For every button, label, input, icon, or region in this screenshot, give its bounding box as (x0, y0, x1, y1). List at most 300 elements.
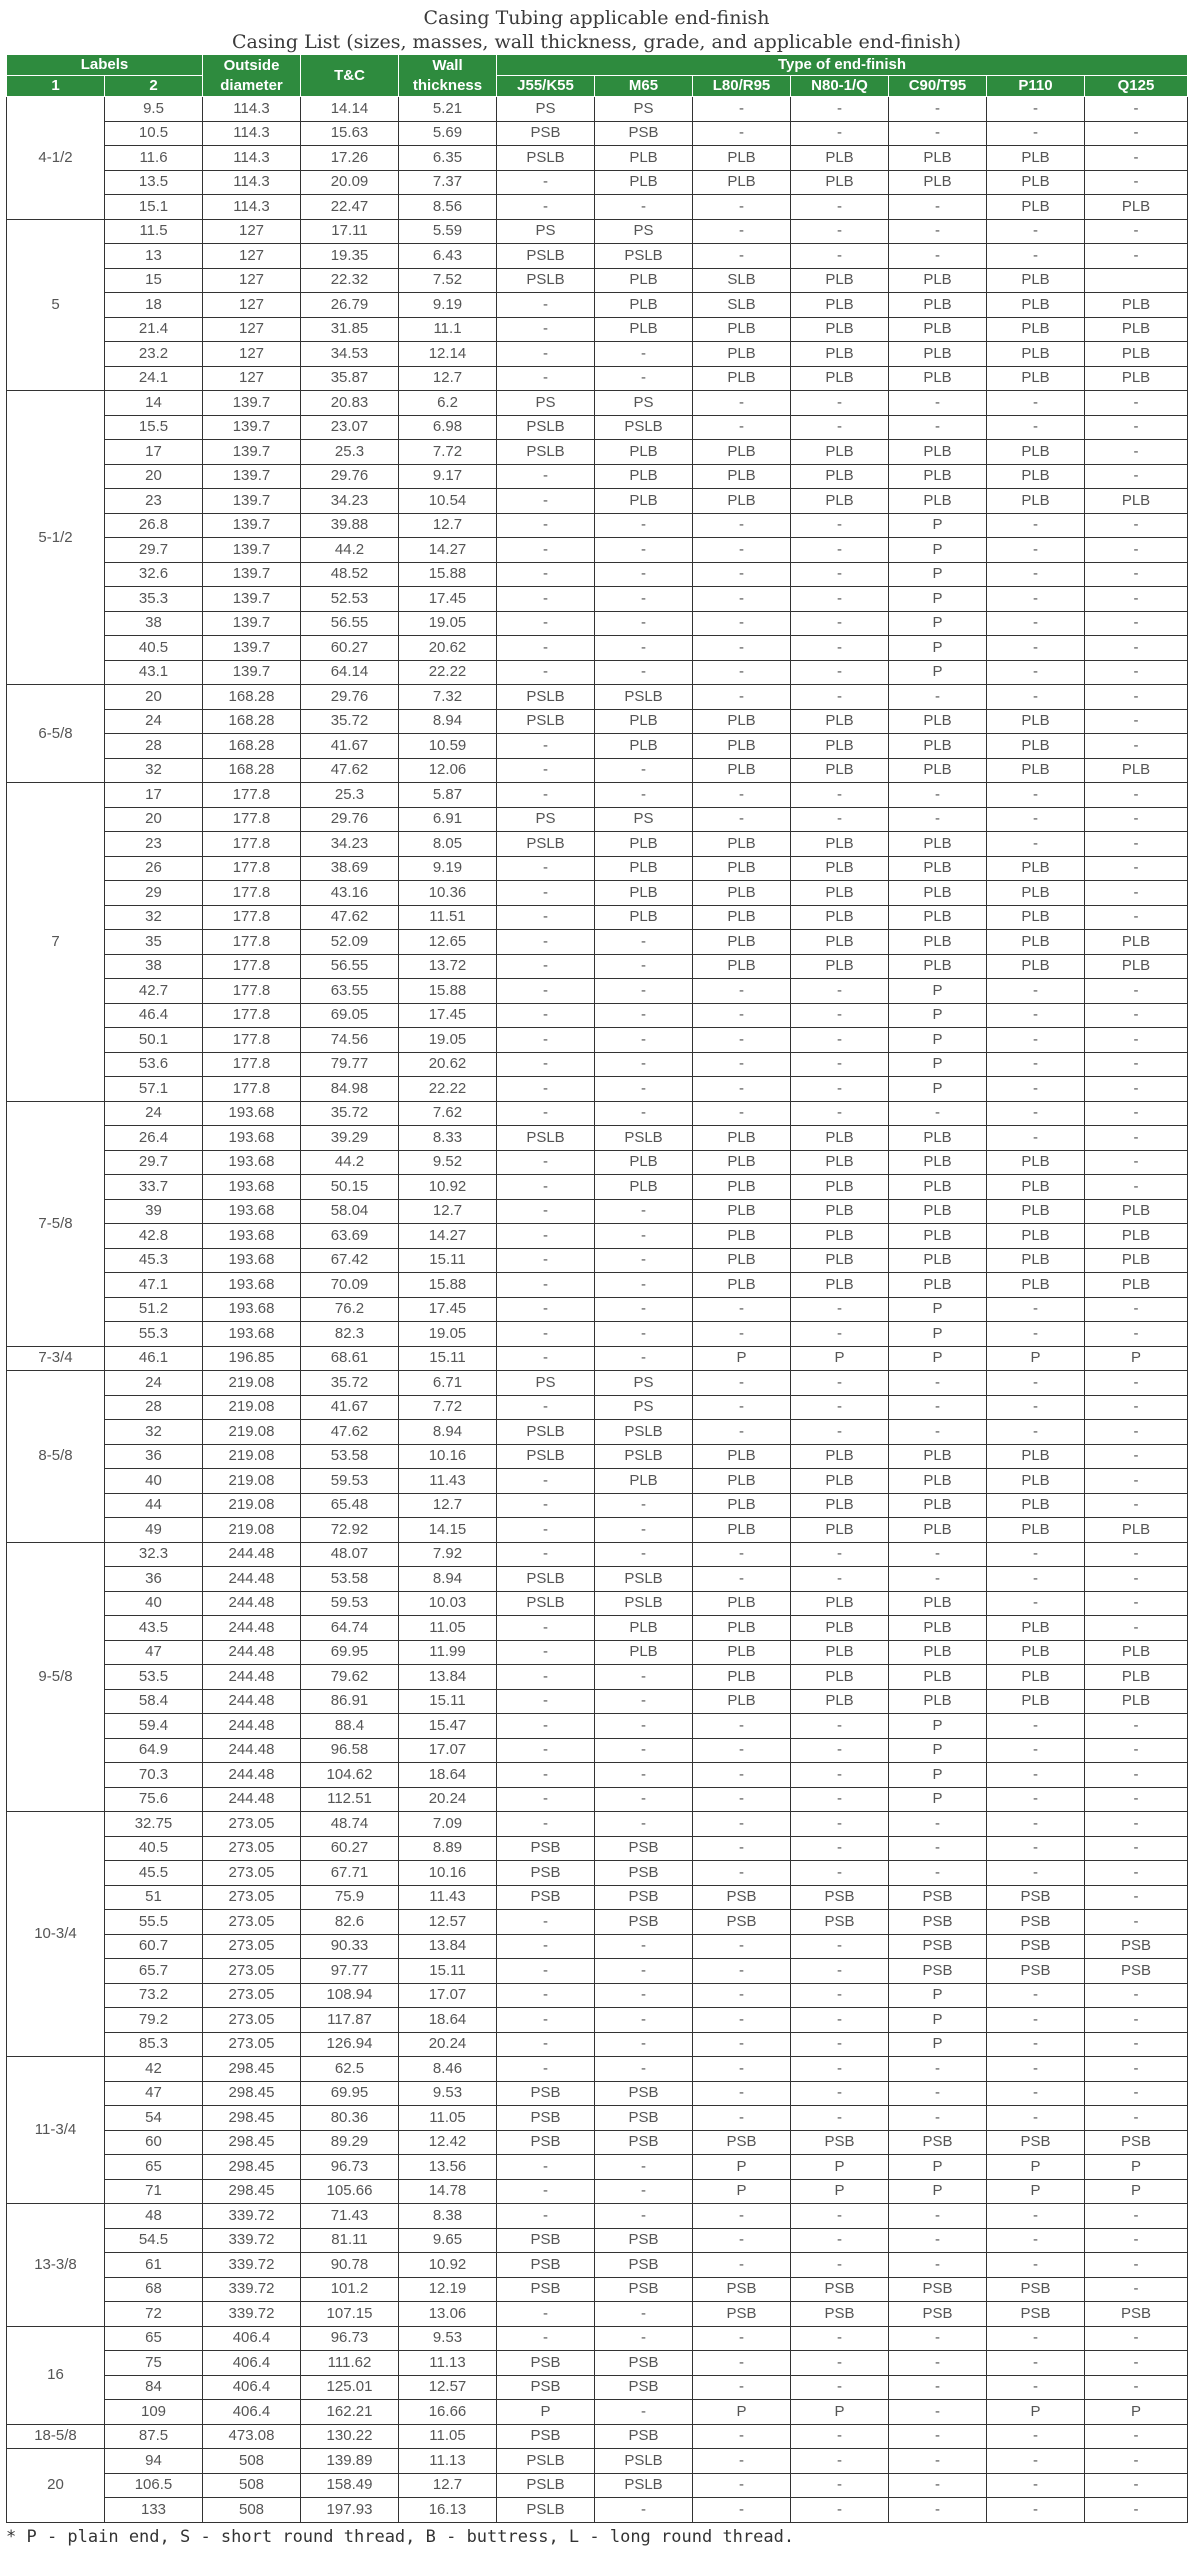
table-cell: 23 (105, 832, 203, 857)
table-cell: 273.05 (203, 1934, 301, 1959)
table-row (7, 1077, 1188, 1102)
header-tc: T&C (301, 55, 399, 97)
table-cell: 51 (105, 1885, 203, 1910)
table-cell: P (889, 2155, 987, 2180)
table-cell: - (595, 611, 693, 636)
table-cell: - (595, 660, 693, 685)
table-row (7, 905, 1188, 930)
table-cell: 96.73 (301, 2326, 399, 2351)
table-cell: - (1085, 440, 1188, 465)
header-type-of-end-finish: Type of end-finish (497, 55, 1188, 76)
table-cell: - (497, 1175, 595, 1200)
table-cell: 15.11 (399, 1248, 497, 1273)
table-cell: 38 (105, 611, 203, 636)
table-cell: - (987, 2498, 1085, 2523)
table-cell: 80.36 (301, 2106, 399, 2131)
table-cell: PSB (889, 1959, 987, 1984)
header-grade-n80-1-q: N80-1/Q (791, 76, 889, 97)
table-cell: 47.62 (301, 1420, 399, 1445)
table-cell: PSB (595, 2424, 693, 2449)
table-cell: 39 (105, 1199, 203, 1224)
table-cell: - (497, 1518, 595, 1543)
table-cell: PLB (791, 1273, 889, 1298)
table-cell: P (987, 2179, 1085, 2204)
table-cell: 244.48 (203, 1714, 301, 1739)
table-cell: PSLB (595, 1591, 693, 1616)
table-cell: - (693, 219, 791, 244)
table-cell: PSB (497, 1861, 595, 1886)
table-cell: - (1085, 1052, 1188, 1077)
table-row (7, 758, 1188, 783)
table-cell: 20.09 (301, 170, 399, 195)
table-cell: 177.8 (203, 832, 301, 857)
table-cell: 127 (203, 317, 301, 342)
table-cell: - (693, 2057, 791, 2082)
table-cell: 69.95 (301, 1640, 399, 1665)
table-cell: PLB (987, 1150, 1085, 1175)
table-cell: - (1085, 1493, 1188, 1518)
table-cell: - (1085, 2057, 1188, 2082)
table-cell: - (497, 1273, 595, 1298)
table-cell: 10.16 (399, 1861, 497, 1886)
table-cell: 15.11 (399, 1689, 497, 1714)
table-cell: - (693, 415, 791, 440)
table-cell: 48.52 (301, 562, 399, 587)
size-label: 11-3/4 (7, 2057, 105, 2204)
table-cell: 193.68 (203, 1126, 301, 1151)
table-cell: PLB (889, 930, 987, 955)
table-cell: 29.76 (301, 807, 399, 832)
table-cell: PLB (693, 1665, 791, 1690)
size-label: 8-5/8 (7, 1371, 105, 1543)
table-cell: PLB (987, 1469, 1085, 1494)
table-cell: - (889, 807, 987, 832)
table-cell: 17.26 (301, 146, 399, 171)
table-cell: 45.3 (105, 1248, 203, 1273)
table-cell: 12.7 (399, 1199, 497, 1224)
table-cell: - (1085, 783, 1188, 808)
table-cell: 64.74 (301, 1616, 399, 1641)
table-cell: PLB (889, 758, 987, 783)
table-cell: 139.7 (203, 538, 301, 563)
table-cell: - (987, 219, 1085, 244)
table-cell: - (1085, 1812, 1188, 1837)
table-cell: PLB (889, 1616, 987, 1641)
table-cell: - (1085, 391, 1188, 416)
table-cell: - (1085, 2008, 1188, 2033)
table-cell: - (595, 562, 693, 587)
table-cell: PLB (693, 1273, 791, 1298)
table-cell: - (595, 1787, 693, 1812)
header-grade-p110: P110 (987, 76, 1085, 97)
table-cell: - (987, 1077, 1085, 1102)
table-cell: - (693, 1567, 791, 1592)
table-cell: 44.2 (301, 538, 399, 563)
table-cell: PLB (693, 1248, 791, 1273)
table-cell: 44.2 (301, 1150, 399, 1175)
table-cell: - (889, 685, 987, 710)
table-cell: 8.05 (399, 832, 497, 857)
table-cell: PLB (987, 1665, 1085, 1690)
table-cell: 43.1 (105, 660, 203, 685)
table-cell: - (693, 2106, 791, 2131)
table-cell: P (693, 2155, 791, 2180)
table-cell: 28 (105, 1395, 203, 1420)
table-cell: - (595, 1297, 693, 1322)
table-cell: PLB (791, 709, 889, 734)
table-row (7, 1518, 1188, 1543)
table-cell: PLB (1085, 1689, 1188, 1714)
table-cell: P (889, 2179, 987, 2204)
table-cell: PSLB (497, 1420, 595, 1445)
table-cell: PSB (595, 2351, 693, 2376)
table-cell: - (1085, 2081, 1188, 2106)
table-cell: - (889, 1420, 987, 1445)
table-cell: 273.05 (203, 1959, 301, 1984)
table-cell: - (791, 1542, 889, 1567)
table-cell: 10.54 (399, 489, 497, 514)
table-cell: 65.7 (105, 1959, 203, 1984)
table-cell: 9.53 (399, 2326, 497, 2351)
table-cell: P (889, 1077, 987, 1102)
table-cell: 193.68 (203, 1273, 301, 1298)
table-cell: 7.92 (399, 1542, 497, 1567)
table-cell: 47 (105, 2081, 203, 2106)
table-row (7, 464, 1188, 489)
table-row (7, 1371, 1188, 1396)
table-cell: - (497, 1689, 595, 1714)
table-cell: - (1085, 244, 1188, 269)
table-cell: 177.8 (203, 930, 301, 955)
table-cell: PLB (889, 1518, 987, 1543)
table-cell: - (1085, 807, 1188, 832)
table-cell: 32.75 (105, 1812, 203, 1837)
table-cell: 81.11 (301, 2228, 399, 2253)
table-cell: PLB (987, 758, 1085, 783)
table-row (7, 2130, 1188, 2155)
casing-table (6, 54, 1188, 2523)
table-cell: 133 (105, 2498, 203, 2523)
table-cell: P (889, 1003, 987, 1028)
table-cell: PLB (987, 1518, 1085, 1543)
table-cell: - (987, 1812, 1085, 1837)
table-cell: 24 (105, 1101, 203, 1126)
table-cell: 42 (105, 2057, 203, 2082)
table-cell: 5.21 (399, 97, 497, 122)
table-cell: - (497, 1248, 595, 1273)
table-row (7, 1885, 1188, 1910)
table-cell: - (1085, 1910, 1188, 1935)
table-cell: PLB (889, 1224, 987, 1249)
table-cell: 60 (105, 2130, 203, 2155)
table-cell: 68.61 (301, 1346, 399, 1371)
table-cell: - (595, 2326, 693, 2351)
table-cell: PSB (595, 1910, 693, 1935)
table-cell: PLB (889, 1591, 987, 1616)
table-row (7, 954, 1188, 979)
table-cell: 15.88 (399, 1273, 497, 1298)
table-cell: PLB (987, 195, 1085, 220)
table-cell: 139.7 (203, 489, 301, 514)
table-cell: PLB (693, 440, 791, 465)
table-cell: P (889, 636, 987, 661)
table-cell: 10.92 (399, 1175, 497, 1200)
table-cell: 82.3 (301, 1322, 399, 1347)
table-row (7, 1812, 1188, 1837)
table-cell: - (889, 1812, 987, 1837)
table-cell: 11.99 (399, 1640, 497, 1665)
table-cell: 20 (105, 685, 203, 710)
table-cell: 139.89 (301, 2449, 399, 2474)
table-cell: - (987, 660, 1085, 685)
table-cell: 111.62 (301, 2351, 399, 2376)
table-cell: PLB (693, 342, 791, 367)
table-cell: - (693, 244, 791, 269)
table-cell: 53.58 (301, 1567, 399, 1592)
table-cell: - (595, 1003, 693, 1028)
table-cell: - (987, 1003, 1085, 1028)
table-row (7, 636, 1188, 661)
table-cell: PLB (595, 1640, 693, 1665)
table-cell: 7.72 (399, 440, 497, 465)
table-cell: P (889, 1738, 987, 1763)
table-cell: - (987, 513, 1085, 538)
table-cell: - (889, 121, 987, 146)
table-cell: 105.66 (301, 2179, 399, 2204)
table-cell: 244.48 (203, 1542, 301, 1567)
table-cell: PS (595, 219, 693, 244)
table-cell: PSLB (595, 1420, 693, 1445)
table-cell: - (987, 1787, 1085, 1812)
table-cell: - (497, 1665, 595, 1690)
table-cell: - (595, 979, 693, 1004)
table-cell: - (791, 2375, 889, 2400)
table-cell: - (987, 1591, 1085, 1616)
table-cell: - (693, 2008, 791, 2033)
table-cell: PLB (791, 440, 889, 465)
table-cell: PS (497, 219, 595, 244)
table-cell: - (791, 1003, 889, 1028)
table-cell: - (987, 121, 1085, 146)
table-cell: 139.7 (203, 440, 301, 465)
table-cell: - (595, 1028, 693, 1053)
table-cell: - (791, 660, 889, 685)
table-row (7, 1665, 1188, 1690)
table-cell: 139.7 (203, 611, 301, 636)
table-cell: 73.2 (105, 1983, 203, 2008)
table-cell: 117.87 (301, 2008, 399, 2033)
table-cell: PLB (889, 832, 987, 857)
table-cell: - (791, 1371, 889, 1396)
table-cell: - (693, 391, 791, 416)
table-cell: 114.3 (203, 146, 301, 171)
table-cell: PLB (987, 342, 1085, 367)
table-cell: - (693, 1861, 791, 1886)
table-cell: - (497, 611, 595, 636)
table-row (7, 219, 1188, 244)
table-cell: - (693, 807, 791, 832)
table-cell: - (791, 636, 889, 661)
table-cell: 64.14 (301, 660, 399, 685)
table-cell: 29.7 (105, 1150, 203, 1175)
table-cell: - (595, 2032, 693, 2057)
table-cell: - (595, 2008, 693, 2033)
table-cell: - (1085, 1983, 1188, 2008)
table-cell: - (693, 1787, 791, 1812)
table-cell: - (595, 1518, 693, 1543)
table-cell: 49 (105, 1518, 203, 1543)
footnote: * P - plain end, S - short round thread, B - buttress, L - long round thread. (6, 2526, 795, 2547)
table-cell: 15.88 (399, 979, 497, 1004)
table-cell: - (791, 1983, 889, 2008)
table-cell: - (693, 1959, 791, 1984)
table-cell: PLB (595, 734, 693, 759)
table-cell: 298.45 (203, 2106, 301, 2131)
table-cell: 63.55 (301, 979, 399, 1004)
table-cell: PLB (1085, 930, 1188, 955)
table-cell: 406.4 (203, 2351, 301, 2376)
table-cell: 273.05 (203, 1861, 301, 1886)
table-row (7, 317, 1188, 342)
table-cell: - (1085, 1150, 1188, 1175)
table-cell: P (693, 2400, 791, 2425)
table-cell: - (497, 1224, 595, 1249)
table-cell: - (595, 2057, 693, 2082)
table-cell: - (693, 1322, 791, 1347)
table-cell: 177.8 (203, 954, 301, 979)
table-cell: - (693, 1028, 791, 1053)
table-cell: 6.43 (399, 244, 497, 269)
table-cell: 32.6 (105, 562, 203, 587)
table-cell: 23.07 (301, 415, 399, 440)
table-cell: - (987, 1126, 1085, 1151)
header-row-bottom (7, 76, 1188, 97)
table-cell: - (497, 2204, 595, 2229)
table-cell: 8.38 (399, 2204, 497, 2229)
table-cell: 46.1 (105, 1346, 203, 1371)
table-cell: PSB (1085, 2302, 1188, 2327)
table-row (7, 1983, 1188, 2008)
table-cell: P (889, 587, 987, 612)
table-cell: - (889, 2057, 987, 2082)
table-cell: PSB (595, 2228, 693, 2253)
table-row (7, 1003, 1188, 1028)
table-cell: - (1085, 1885, 1188, 1910)
table-row (7, 2032, 1188, 2057)
table-cell: - (595, 513, 693, 538)
table-cell: P (889, 660, 987, 685)
table-cell: 45.5 (105, 1861, 203, 1886)
table-cell: PLB (889, 1273, 987, 1298)
table-cell: PSB (693, 2277, 791, 2302)
table-cell: 298.45 (203, 2130, 301, 2155)
table-cell: PSLB (595, 1567, 693, 1592)
table-cell: - (1085, 2375, 1188, 2400)
size-label: 18-5/8 (7, 2424, 105, 2449)
table-cell: 25.3 (301, 440, 399, 465)
table-cell: PLB (693, 1224, 791, 1249)
table-cell: PSB (595, 1885, 693, 1910)
table-cell: - (595, 195, 693, 220)
table-cell: - (497, 2032, 595, 2057)
table-cell: PLB (791, 464, 889, 489)
table-cell: PLB (987, 268, 1085, 293)
table-cell: - (987, 2228, 1085, 2253)
table-cell: - (791, 195, 889, 220)
table-cell: 339.72 (203, 2204, 301, 2229)
table-cell: PLB (987, 1224, 1085, 1249)
table-row (7, 807, 1188, 832)
table-cell: 14.27 (399, 538, 497, 563)
table-cell: - (987, 2008, 1085, 2033)
table-row (7, 1028, 1188, 1053)
table-cell: PSB (497, 2351, 595, 2376)
table-cell: - (497, 2326, 595, 2351)
table-cell: 158.49 (301, 2473, 399, 2498)
table-cell: - (791, 391, 889, 416)
table-cell: PLB (987, 1689, 1085, 1714)
table-cell: - (497, 1199, 595, 1224)
table-cell: PLB (791, 170, 889, 195)
table-cell: PSLB (497, 1126, 595, 1151)
table-cell: - (595, 1052, 693, 1077)
table-cell: 42.7 (105, 979, 203, 1004)
table-cell: - (595, 1248, 693, 1273)
table-cell: - (1085, 1616, 1188, 1641)
table-cell: 127 (203, 342, 301, 367)
table-cell: PLB (987, 293, 1085, 318)
table-cell: 35.72 (301, 709, 399, 734)
table-cell: - (693, 2351, 791, 2376)
table-cell: PLB (693, 856, 791, 881)
table-cell: - (595, 2302, 693, 2327)
table-row (7, 1714, 1188, 1739)
table-cell: PLB (693, 905, 791, 930)
table-cell: 47 (105, 1640, 203, 1665)
table-cell: - (987, 1763, 1085, 1788)
table-cell: PLB (693, 832, 791, 857)
table-cell: 20.24 (399, 1787, 497, 1812)
table-cell: 89.29 (301, 2130, 399, 2155)
table-cell: - (791, 415, 889, 440)
table-cell: 35.3 (105, 587, 203, 612)
table-cell: PLB (693, 1616, 791, 1641)
table-cell: - (497, 2179, 595, 2204)
table-cell: 79.77 (301, 1052, 399, 1077)
table-cell: 20.62 (399, 636, 497, 661)
table-cell: - (791, 1101, 889, 1126)
table-cell: PLB (791, 1126, 889, 1151)
table-cell: PS (595, 1371, 693, 1396)
table-cell: - (1085, 538, 1188, 563)
table-cell: 29.76 (301, 464, 399, 489)
size-label: 7-5/8 (7, 1101, 105, 1346)
table-cell: 35.72 (301, 1371, 399, 1396)
table-cell: - (889, 1861, 987, 1886)
table-cell: 127 (203, 244, 301, 269)
table-row (7, 1444, 1188, 1469)
table-row (7, 1861, 1188, 1886)
table-cell: PLB (987, 170, 1085, 195)
table-cell: - (497, 1469, 595, 1494)
table-cell: PS (497, 807, 595, 832)
table-cell: PSB (987, 1959, 1085, 1984)
table-cell: 177.8 (203, 856, 301, 881)
table-cell: 72 (105, 2302, 203, 2327)
table-cell: - (497, 758, 595, 783)
table-cell: PSB (693, 1885, 791, 1910)
table-cell: PSB (791, 2130, 889, 2155)
